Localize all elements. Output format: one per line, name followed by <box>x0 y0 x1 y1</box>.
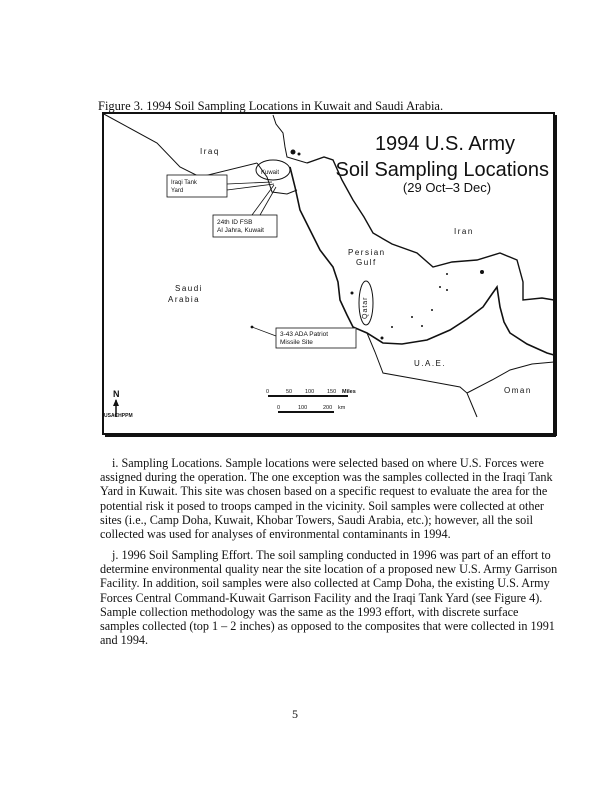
north-label: N <box>113 389 120 399</box>
label-qatar: Qatar <box>362 296 369 319</box>
map-title-line1: 1994 U.S. Army <box>374 133 515 155</box>
label-gulf: Gulf <box>356 258 377 267</box>
map-title-line3: (29 Oct–3 Dec) <box>402 180 492 195</box>
label-saudi: Saudi <box>175 284 203 293</box>
scale-km-200: 200 <box>323 405 333 411</box>
scale-km-unit: km <box>338 405 346 411</box>
label-persian: Persian <box>348 248 386 257</box>
scale-km-100: 100 <box>298 405 308 411</box>
callout-fsb-line2: Al Jahra, Kuwait <box>217 227 264 234</box>
callout-tank-yard-line2: Yard <box>171 188 184 194</box>
callout-fsb-line1: 24th ID FSB <box>217 219 253 226</box>
callout-tank-yard-line1: Iraqi Tank <box>171 180 197 186</box>
callout-patriot-line2: Missile Site <box>280 339 313 346</box>
scale-mile-100: 100 <box>305 389 315 395</box>
soil-sampling-map <box>102 112 557 437</box>
label-oman: Oman <box>504 386 532 395</box>
scale-mile-unit: Miles <box>342 389 356 395</box>
label-arabia: Arabia <box>168 295 201 304</box>
figure-caption: Figure 3. 1994 Soil Sampling Locations in Kuwait and Saudi Arabia. <box>98 99 444 113</box>
map-title-line2: Soil Sampling Locations <box>335 159 549 181</box>
scale-mile-50: 50 <box>286 389 293 395</box>
page-number: 5 <box>292 707 298 721</box>
label-iran: Iran <box>454 227 474 236</box>
scale-mile-150: 150 <box>327 389 337 395</box>
label-uae: U.A.E. <box>414 359 447 368</box>
paragraph-1996-sampling: j. 1996 Soil Sampling Effort. The soil sampling conducted in 1996 was part of an effort to determine environmental quality near the site location of a proposed new U.S. Army Garrison Facility. In addition, soil samples were also collected at Camp Doha, the existing U.S. Army Forces Central Command-Kuwait Garrison Facility and the Iraqi Tank Yard (see Figure 4). Sample collection methodology was the same as the 1993 effort, with discrete surface samples collected (top 1 – 2 inches) as opposed to the composites that were collected in 1991 and 1994. <box>100 548 558 648</box>
scale-mile-0: 0 <box>266 389 270 395</box>
credit-usachppm: USACHPPM <box>104 413 133 419</box>
scale-km-0: 0 <box>277 405 281 411</box>
label-iraq: Iraq <box>200 147 220 156</box>
label-kuwait: Kuwait <box>261 170 280 176</box>
paragraph-sampling-locations: i. Sampling Locations. Sample locations were selected based on where U.S. Forces were assigned during the operation. The one exception was the samples collected in the Iraqi Tank Yard in Kuwait. This site was chosen based on a specific request to evaluate the area for the potential risk it posed to troops camped in the vicinity. Soil samples were collected at other sites (i.e., Camp Doha, Kuwait, Khobar Towers, Saudi Arabia, etc.); however, all the soil collected was used for analyses of environmental contaminants in 1994. <box>100 456 553 542</box>
callout-patriot-line1: 3-43 ADA Patriot <box>280 331 329 338</box>
